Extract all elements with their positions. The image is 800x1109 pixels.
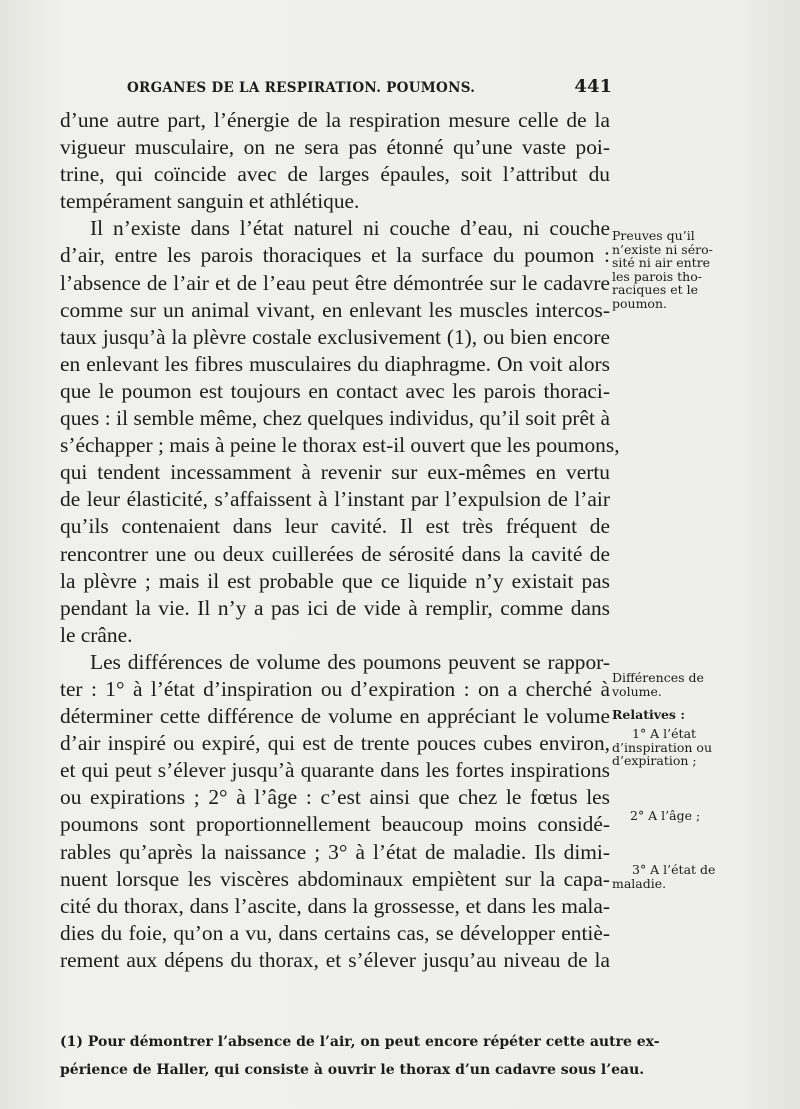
margin-note-line: les parois tho-: [612, 268, 702, 284]
running-header: [112, 76, 612, 100]
body-line: de leur élasticité, s’affaissent à l’instant par l’expulsion de l’air: [60, 487, 610, 512]
body-line: vigueur musculaire, on ne sera pas étonné qu’une vaste poi-: [60, 135, 610, 160]
margin-note-age: [612, 809, 730, 823]
margin-note-line: 3° A l’état de: [632, 862, 716, 877]
body-line: nuent lorsque les viscères abdominaux empiètent sur la capa-: [60, 866, 610, 891]
body-line: ter : 1° à l’état d’inspiration ou d’expiration : on a cherché à: [60, 676, 610, 701]
body-line: ques : il semble même, chez quelques individus, qu’il soit prêt à: [60, 406, 610, 431]
margin-note-differences: [612, 671, 730, 698]
footnote: [60, 1028, 660, 1084]
margin-note-preuves: [612, 229, 730, 310]
body-line: Les différences de volume des poumons peuvent se rappor-: [90, 649, 610, 674]
body-line: en enlevant les fibres musculaires du diaphragme. On voit alors: [60, 351, 610, 376]
body-text: [60, 107, 620, 974]
body-line: s’échapper ; mais à peine le thorax est-il ouvert que les poumons,: [60, 433, 620, 458]
body-line: comme sur un animal vivant, en enlevant les muscles intercos-: [60, 297, 610, 322]
footnote-line: périence de Haller, qui consiste à ouvrir le thorax d’un cadavre sous l’eau.: [60, 1062, 645, 1078]
margin-note-line: Relatives :: [612, 707, 685, 722]
body-line: tempérament sanguin et athlétique.: [60, 189, 360, 214]
body-line: qu’ils contenaient dans leur cavité. Il est très fréquent de: [60, 514, 610, 539]
margin-note-line: d’inspiration ou: [612, 739, 713, 755]
body-line: déterminer cette différence de volume en appréciant le volume: [60, 704, 610, 729]
body-line: ou expirations ; 2° à l’âge : c’est ainsi que chez le fœtus les: [60, 785, 610, 810]
margin-note-relatives: [612, 708, 730, 722]
margin-note-line: volume.: [612, 683, 662, 699]
margin-note-line: Preuves qu’il: [612, 228, 695, 243]
body-line: et qui peut s’élever jusqu’à quarante dans les fortes inspirations: [60, 758, 610, 783]
body-line: qui tendent incessamment à revenir sur eux-mêmes en vertu: [60, 460, 610, 485]
margin-note-line: 2° A l’âge ;: [630, 808, 701, 823]
body-line: dies du foie, qu’on a vu, dans certains cas, se développer entiè-: [60, 920, 610, 945]
margin-note-line: d’expiration ;: [612, 753, 697, 768]
body-line: d’air, entre les parois thoraciques et la surface du poumon :: [60, 243, 610, 268]
body-line: la plèvre ; mais il est probable que ce liquide n’y existait pas: [60, 568, 610, 593]
body-line: poumons sont proportionnellement beaucoup moins considé-: [60, 812, 610, 837]
body-line: rement aux dépens du thorax, et s’élever jusqu’au niveau de la: [60, 947, 610, 972]
margin-note-line: Différences de: [612, 670, 704, 685]
body-line: que le poumon est toujours en contact avec les parois thoraci-: [60, 378, 610, 403]
page-number: 441: [574, 76, 612, 97]
margin-note-line: 1° A l’état: [632, 726, 697, 741]
margin-note-line: n’existe ni séro-: [612, 241, 713, 257]
body-line: rables qu’après la naissance ; 3° à l’état de maladie. Ils dimi-: [60, 839, 610, 864]
margin-note-line: raciques et le: [612, 282, 699, 297]
body-line: taux jusqu’à la plèvre costale exclusivement (1), ou bien encore: [60, 324, 610, 349]
header-title: ORGANES DE LA RESPIRATION. POUMONS.: [127, 80, 476, 96]
body-line: le crâne.: [60, 622, 133, 647]
margin-note-line: maladie.: [612, 875, 667, 891]
body-line: rencontrer une ou deux cuillerées de sérosité dans la cavité de: [60, 541, 610, 566]
body-line: d’une autre part, l’énergie de la respiration mesure celle de la: [60, 108, 610, 132]
body-line: l’absence de l’air et de l’eau peut être démontrée sur le cadavre: [60, 270, 610, 295]
margin-note-line: poumon.: [612, 295, 667, 311]
body-line: cité du thorax, dans l’ascite, dans la grossesse, et dans les mala-: [60, 893, 610, 918]
body-line: pendant la vie. Il n’y a pas ici de vide à remplir, comme dans: [60, 595, 610, 620]
margin-note-maladie: [612, 863, 730, 890]
margin-note-line: sité ni air entre: [612, 255, 711, 270]
footnote-line: (1) Pour démontrer l’absence de l’air, on peut encore répéter cette autre ex-: [60, 1034, 660, 1050]
body-line: trine, qui coïncide avec de larges épaules, soit l’attribut du: [60, 162, 610, 187]
body-line: d’air inspiré ou expiré, qui est de trente pouces cubes environ,: [60, 731, 610, 756]
body-line: Il n’existe dans l’état naturel ni couche d’eau, ni couche: [90, 216, 610, 241]
margin-note-inspiration: [612, 727, 730, 768]
